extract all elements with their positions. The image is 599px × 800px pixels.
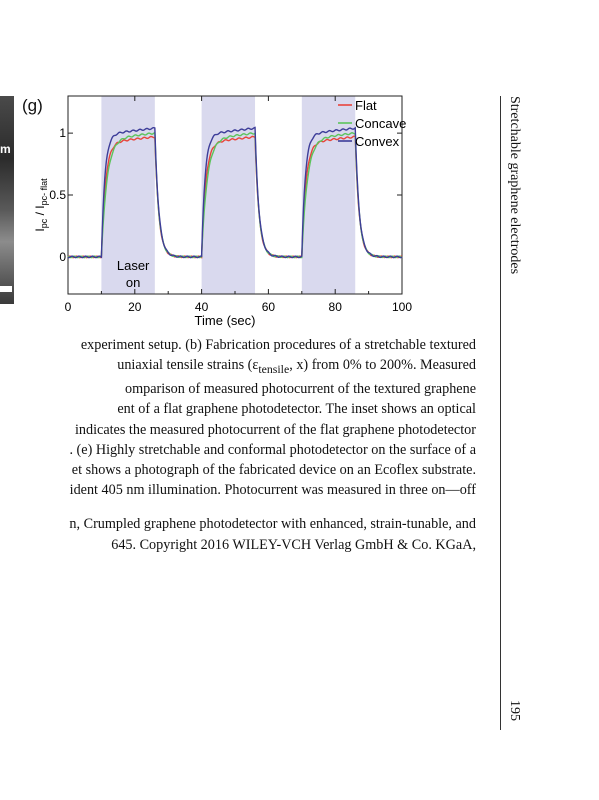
caption-line-6: . (e) Highly stretchable and conformal photodetector on the surface of a	[69, 441, 476, 458]
y-axis-label	[33, 178, 49, 232]
panel-label: (g)	[22, 96, 43, 115]
caption-line-8: ident 405 nm illumination. Photocurrent was measured in three on—off	[69, 482, 476, 499]
photo-inset-fragment	[0, 96, 14, 304]
caption-line-2-subscript: tensile	[258, 362, 290, 377]
running-head: Stretchable graphene electrodes	[507, 96, 522, 275]
x-tick-label-60: 60	[261, 300, 276, 314]
y-tick-label-1: 0.5	[49, 188, 66, 202]
x-tick-label-0: 0	[64, 300, 72, 314]
source-line-1: n, Crumpled graphene photodetector with enhanced, strain-tunable, and	[69, 516, 476, 533]
caption-line-5: indicates the measured photocurrent of the flat graphene photodetector	[74, 421, 476, 438]
legend-entry-flat: Flat	[355, 98, 377, 113]
caption-line-7: et shows a photograph of the fabricated device on an Ecoflex substrate.	[71, 462, 476, 479]
x-axis-label: Time (sec)	[194, 313, 256, 328]
y-axis-label-part-4: pc- flat	[39, 178, 49, 206]
y-axis-label-part-2: pc	[39, 218, 49, 229]
y-axis-label-part-1: I	[33, 228, 47, 232]
photo-scale-bar	[0, 286, 12, 292]
source-line-2: 645. Copyright 2016 WILEY-VCH Verlag GmbH & Co. KGaA,	[111, 536, 476, 553]
laser-on-region-2	[202, 96, 255, 294]
caption-line-1: experiment setup. (b) Fabrication procedures of a stretchable textured	[80, 337, 476, 353]
page-number: 195	[507, 700, 522, 721]
x-tick-label-80: 80	[328, 300, 342, 314]
laser-on-region-3	[302, 96, 355, 294]
y-axis-label-part-3: / I	[33, 205, 47, 219]
photocurrent-chart	[28, 90, 413, 335]
y-tick-label-0: 0	[59, 249, 66, 264]
legend-entry-concave: Concave	[355, 116, 407, 131]
x-tick-label-20: 20	[128, 300, 142, 314]
legend-entry-convex: Convex	[355, 134, 400, 149]
figure-caption	[0, 335, 476, 555]
caption-line-2-start: uniaxial tensile strains (ε	[117, 357, 259, 374]
caption-line-2	[0, 355, 476, 379]
margin-rule	[500, 96, 501, 730]
annotation-line-1: Laser	[116, 258, 150, 273]
x-tick-label-40: 40	[194, 300, 209, 314]
caption-line-2-end: , x) from 0% to 200%. Measured	[289, 357, 476, 374]
x-tick-label-100: 100	[391, 300, 413, 314]
caption-line-3: omparison of measured photocurrent of the textured graphene	[124, 381, 476, 398]
caption-line-4: ent of a flat graphene photodetector. The inset shows an optical	[117, 401, 476, 418]
photo-text: m	[0, 142, 11, 156]
y-tick-label-2: 1	[59, 126, 66, 141]
annotation-line-2: on	[125, 275, 141, 290]
